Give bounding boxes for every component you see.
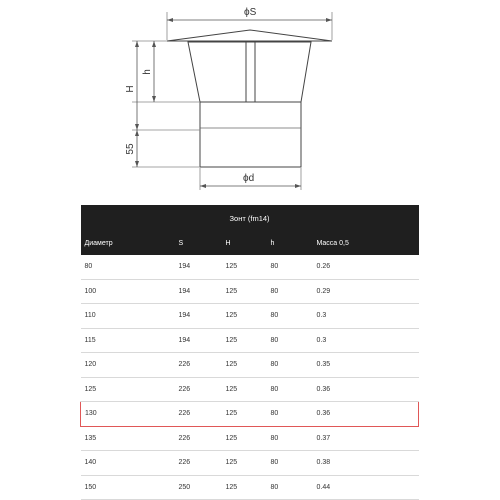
cell-h-total: 125	[222, 402, 267, 427]
cell-s: 194	[175, 255, 222, 279]
header-diameter: Диаметр	[81, 231, 175, 255]
lower-sleeve	[200, 102, 301, 167]
header-h-inner: h	[267, 231, 313, 255]
cell-diameter: 130	[81, 402, 175, 427]
s-arrow-left	[167, 18, 173, 22]
cell-s: 250	[175, 475, 222, 500]
cell-h-inner: 80	[267, 353, 313, 378]
cell-diameter: 150	[81, 475, 175, 500]
cell-mass: 0.37	[313, 426, 419, 451]
cell-h-total: 125	[222, 475, 267, 500]
cell-diameter: 100	[81, 279, 175, 304]
table-row	[81, 475, 419, 500]
cell-s: 226	[175, 402, 222, 427]
table-row	[81, 377, 419, 402]
cell-mass: 0.26	[313, 255, 419, 279]
h-total-arrow-top	[135, 41, 139, 47]
cell-h-total: 125	[222, 304, 267, 329]
cell-h-inner: 80	[267, 279, 313, 304]
cell-mass: 0.3	[313, 304, 419, 329]
sleeve-arrow-top	[135, 130, 139, 136]
cell-h-inner: 80	[267, 304, 313, 329]
cell-s: 226	[175, 426, 222, 451]
specification-table	[80, 205, 419, 500]
table-title-row	[81, 205, 419, 231]
d-arrow-left	[200, 184, 206, 188]
cell-h-inner: 80	[267, 402, 313, 427]
dim-label-55: 55	[125, 143, 136, 155]
dim-label-s: ϕS	[244, 7, 257, 18]
cell-h-inner: 80	[267, 255, 313, 279]
h-inner-arrow-bottom	[152, 96, 156, 102]
table-row	[81, 426, 419, 451]
cell-mass: 0.36	[313, 377, 419, 402]
header-mass: Масса 0,5	[313, 231, 419, 255]
cell-s: 226	[175, 377, 222, 402]
table-row	[81, 328, 419, 353]
cell-s: 226	[175, 451, 222, 476]
cell-h-total: 125	[222, 353, 267, 378]
sleeve-arrow-bottom	[135, 161, 139, 167]
table-row-highlighted	[81, 402, 419, 427]
table-row	[81, 255, 419, 279]
table-row	[81, 353, 419, 378]
cell-mass: 0.29	[313, 279, 419, 304]
cell-h-inner: 80	[267, 377, 313, 402]
h-inner-arrow-top	[152, 41, 156, 47]
cell-h-total: 125	[222, 451, 267, 476]
cap-roof	[167, 30, 332, 41]
technical-drawing	[0, 0, 500, 205]
table-title: Зонт (fm14)	[81, 205, 419, 231]
cell-diameter: 140	[81, 451, 175, 476]
cell-s: 194	[175, 328, 222, 353]
cell-h-inner: 80	[267, 451, 313, 476]
header-h-total: H	[222, 231, 267, 255]
s-arrow-right	[326, 18, 332, 22]
cell-h-total: 125	[222, 279, 267, 304]
cell-diameter: 80	[81, 255, 175, 279]
cell-diameter: 135	[81, 426, 175, 451]
cell-diameter: 125	[81, 377, 175, 402]
header-s: S	[175, 231, 222, 255]
cell-h-inner: 80	[267, 426, 313, 451]
cell-h-total: 125	[222, 377, 267, 402]
cell-mass: 0.38	[313, 451, 419, 476]
cell-h-total: 125	[222, 328, 267, 353]
d-arrow-right	[295, 184, 301, 188]
cell-h-total: 125	[222, 426, 267, 451]
cell-mass: 0.35	[313, 353, 419, 378]
table-row	[81, 304, 419, 329]
cell-diameter: 110	[81, 304, 175, 329]
cell-mass: 0.3	[313, 328, 419, 353]
table-header-row	[81, 231, 419, 255]
cell-mass: 0.44	[313, 475, 419, 500]
cell-s: 194	[175, 279, 222, 304]
cell-h-inner: 80	[267, 328, 313, 353]
dim-label-h: h	[142, 69, 153, 75]
chimney-cap-drawing	[0, 0, 500, 205]
cell-s: 194	[175, 304, 222, 329]
cell-s: 226	[175, 353, 222, 378]
cell-h-inner: 80	[267, 475, 313, 500]
cell-diameter: 115	[81, 328, 175, 353]
cell-mass: 0.36	[313, 402, 419, 427]
table-row	[81, 279, 419, 304]
cell-h-total: 125	[222, 255, 267, 279]
dim-label-H: H	[125, 85, 136, 93]
h-total-arrow-bottom	[135, 124, 139, 130]
table-row	[81, 451, 419, 476]
dim-label-d: ϕd	[243, 173, 255, 184]
cell-diameter: 120	[81, 353, 175, 378]
table-body	[81, 205, 419, 500]
